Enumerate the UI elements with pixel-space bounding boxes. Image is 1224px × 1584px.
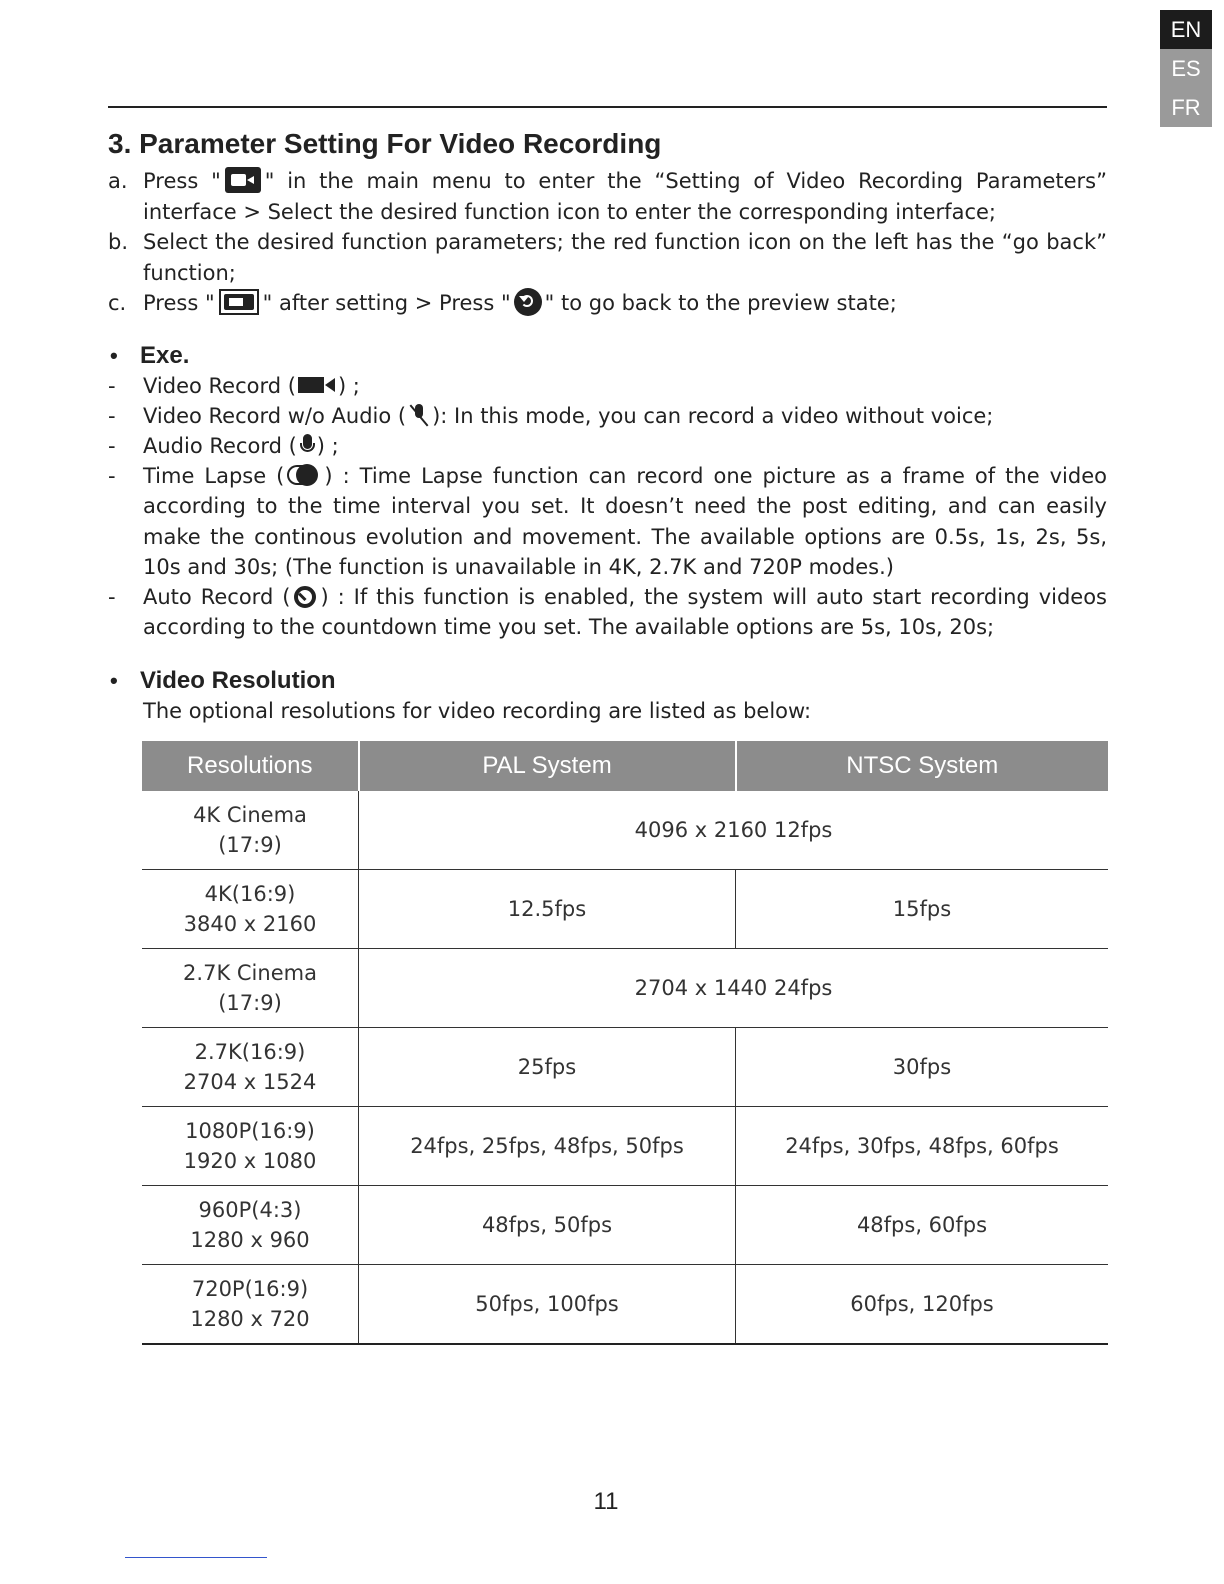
page-number: 11 xyxy=(593,1488,619,1515)
step-text-part: " after setting > Press " xyxy=(262,291,511,315)
resolution-name: 720P(16:9) xyxy=(191,1277,309,1301)
step-text: Select the desired function parameters; the red function icon on the left has the “go back” function; xyxy=(143,230,1107,285)
item-text-part: ) ; xyxy=(337,373,360,398)
item-text-part: Auto Record ( xyxy=(143,584,291,609)
list-item-text xyxy=(143,461,1107,582)
pal-cell: 48fps, 50fps xyxy=(359,1186,736,1265)
ntsc-cell: 24fps, 30fps, 48fps, 60fps xyxy=(736,1107,1109,1186)
resolution-size: 1280 x 720 xyxy=(190,1307,310,1331)
resolution-name: 4K Cinema xyxy=(193,803,307,827)
top-divider xyxy=(108,106,1107,108)
resolution-name: 1080P(16:9) xyxy=(185,1119,315,1143)
step-a xyxy=(108,166,1107,227)
step-b xyxy=(108,227,1107,288)
step-marker: b. xyxy=(108,230,129,254)
item-text-part: Video Record ( xyxy=(143,373,296,398)
exe-heading xyxy=(108,341,1107,371)
step-text-part: Press " xyxy=(143,291,215,315)
time-lapse-icon xyxy=(286,463,322,487)
resolution-name: 2.7K Cinema xyxy=(183,961,317,985)
ntsc-cell: 48fps, 60fps xyxy=(736,1186,1109,1265)
step-text xyxy=(143,288,1107,319)
lang-tab-en[interactable]: EN xyxy=(1160,10,1212,49)
lang-tab-es[interactable]: ES xyxy=(1160,49,1212,88)
table-row xyxy=(142,791,1108,870)
mic-mute-icon xyxy=(408,403,430,427)
table-row xyxy=(142,1186,1108,1265)
video-resolution-heading xyxy=(108,666,1107,696)
header-ntsc: NTSC System xyxy=(736,741,1109,791)
dash-marker: - xyxy=(108,584,116,609)
video-resolution-heading-text: Video Resolution xyxy=(140,667,336,695)
footer-link-underline xyxy=(125,1557,267,1558)
resolution-cell xyxy=(142,1265,359,1345)
list-item-text xyxy=(143,371,1107,401)
item-text-part: ) ; xyxy=(316,433,339,458)
video-record-icon xyxy=(298,375,336,395)
list-item xyxy=(108,461,1107,582)
step-text-part: Press " xyxy=(143,169,221,193)
pal-cell: 25fps xyxy=(359,1028,736,1107)
mic-icon xyxy=(299,433,315,457)
step-c xyxy=(108,288,1107,319)
page-content xyxy=(108,124,1107,726)
language-tabs xyxy=(1160,10,1212,127)
resolution-size: 3840 x 2160 xyxy=(183,912,317,936)
header-resolutions: Resolutions xyxy=(142,741,359,791)
section-title: 3. Parameter Setting For Video Recording xyxy=(108,128,662,159)
table-row xyxy=(142,1265,1108,1345)
table-row xyxy=(142,1107,1108,1186)
list-item xyxy=(108,582,1107,642)
resolution-cell xyxy=(142,1028,359,1107)
list-item xyxy=(108,431,1107,461)
ntsc-cell: 15fps xyxy=(736,870,1109,949)
item-text-part: ) : If this function is enabled, the system will auto start recording videos according to the countdown time you set. The available options are 5s, 10s, 20s; xyxy=(143,584,1107,640)
item-text-part: Audio Record ( xyxy=(143,433,297,458)
resolution-name: 4K(16:9) xyxy=(204,882,296,906)
step-text xyxy=(143,166,1107,227)
resolution-size: 2704 x 1524 xyxy=(183,1070,317,1094)
merged-cell: 4096 x 2160 12fps xyxy=(359,791,1109,870)
exe-heading-text: Exe. xyxy=(140,341,190,369)
resolution-cell xyxy=(142,791,359,870)
ntsc-cell: 30fps xyxy=(736,1028,1109,1107)
dash-marker: - xyxy=(108,433,116,458)
table-row xyxy=(142,949,1108,1028)
item-text-part: Time Lapse ( xyxy=(143,464,285,489)
table-header-row xyxy=(142,741,1108,791)
dash-marker: - xyxy=(108,464,116,489)
back-arrow-icon xyxy=(514,288,542,316)
list-item-text xyxy=(143,582,1107,642)
list-item-text xyxy=(143,401,1107,431)
step-text-part: " in the main menu to enter the “Setting of Video Recording Parameters” interface > Select the desired function icon to enter the corresponding interface; xyxy=(143,169,1108,224)
merged-cell: 2704 x 1440 24fps xyxy=(359,949,1109,1028)
pal-cell: 12.5fps xyxy=(359,870,736,949)
pal-cell: 50fps, 100fps xyxy=(359,1265,736,1345)
step-marker: c. xyxy=(108,291,127,315)
ntsc-cell: 60fps, 120fps xyxy=(736,1265,1109,1345)
camera-outline-icon xyxy=(219,289,259,315)
table-row xyxy=(142,1028,1108,1107)
resolution-size: 1920 x 1080 xyxy=(183,1149,317,1173)
dash-marker: - xyxy=(108,403,116,428)
resolution-table xyxy=(142,741,1108,1345)
resolution-size: (17:9) xyxy=(218,833,282,857)
list-item-text xyxy=(143,431,1107,461)
table-row xyxy=(142,870,1108,949)
resolution-size: (17:9) xyxy=(218,991,282,1015)
resolution-name: 2.7K(16:9) xyxy=(194,1040,306,1064)
resolution-cell xyxy=(142,1107,359,1186)
header-pal: PAL System xyxy=(359,741,736,791)
auto-record-icon xyxy=(292,583,318,609)
resolution-cell xyxy=(142,870,359,949)
resolution-name: 960P(4:3) xyxy=(198,1198,302,1222)
item-text-part: ) : Time Lapse function can record one picture as a frame of the video according to the time interval you set. It doesn’t need the post editing, and can easily make the continous evolution and movement. The available options are 0.5s, 1s, 2s, 5s, 10s and 30s; (The function is unavailable in 4K, 2.7K and 720P modes.) xyxy=(143,464,1107,579)
resolution-size: 1280 x 960 xyxy=(190,1228,310,1252)
bullet: • xyxy=(110,668,118,694)
lang-tab-fr[interactable]: FR xyxy=(1160,88,1212,127)
resolution-cell xyxy=(142,1186,359,1265)
video-resolution-intro: The optional resolutions for video recording are listed as below: xyxy=(143,699,812,724)
list-item xyxy=(108,401,1107,431)
step-text-part: " to go back to the preview state; xyxy=(544,291,897,315)
resolution-cell xyxy=(142,949,359,1028)
item-text-part: ): In this mode, you can record a video without voice; xyxy=(432,403,994,428)
list-item xyxy=(108,371,1107,401)
bullet: • xyxy=(110,342,118,368)
pal-cell: 24fps, 25fps, 48fps, 50fps xyxy=(359,1107,736,1186)
dash-marker: - xyxy=(108,373,116,398)
video-camera-icon xyxy=(225,167,261,193)
item-text-part: Video Record w/o Audio ( xyxy=(143,403,407,428)
step-marker: a. xyxy=(108,169,128,193)
